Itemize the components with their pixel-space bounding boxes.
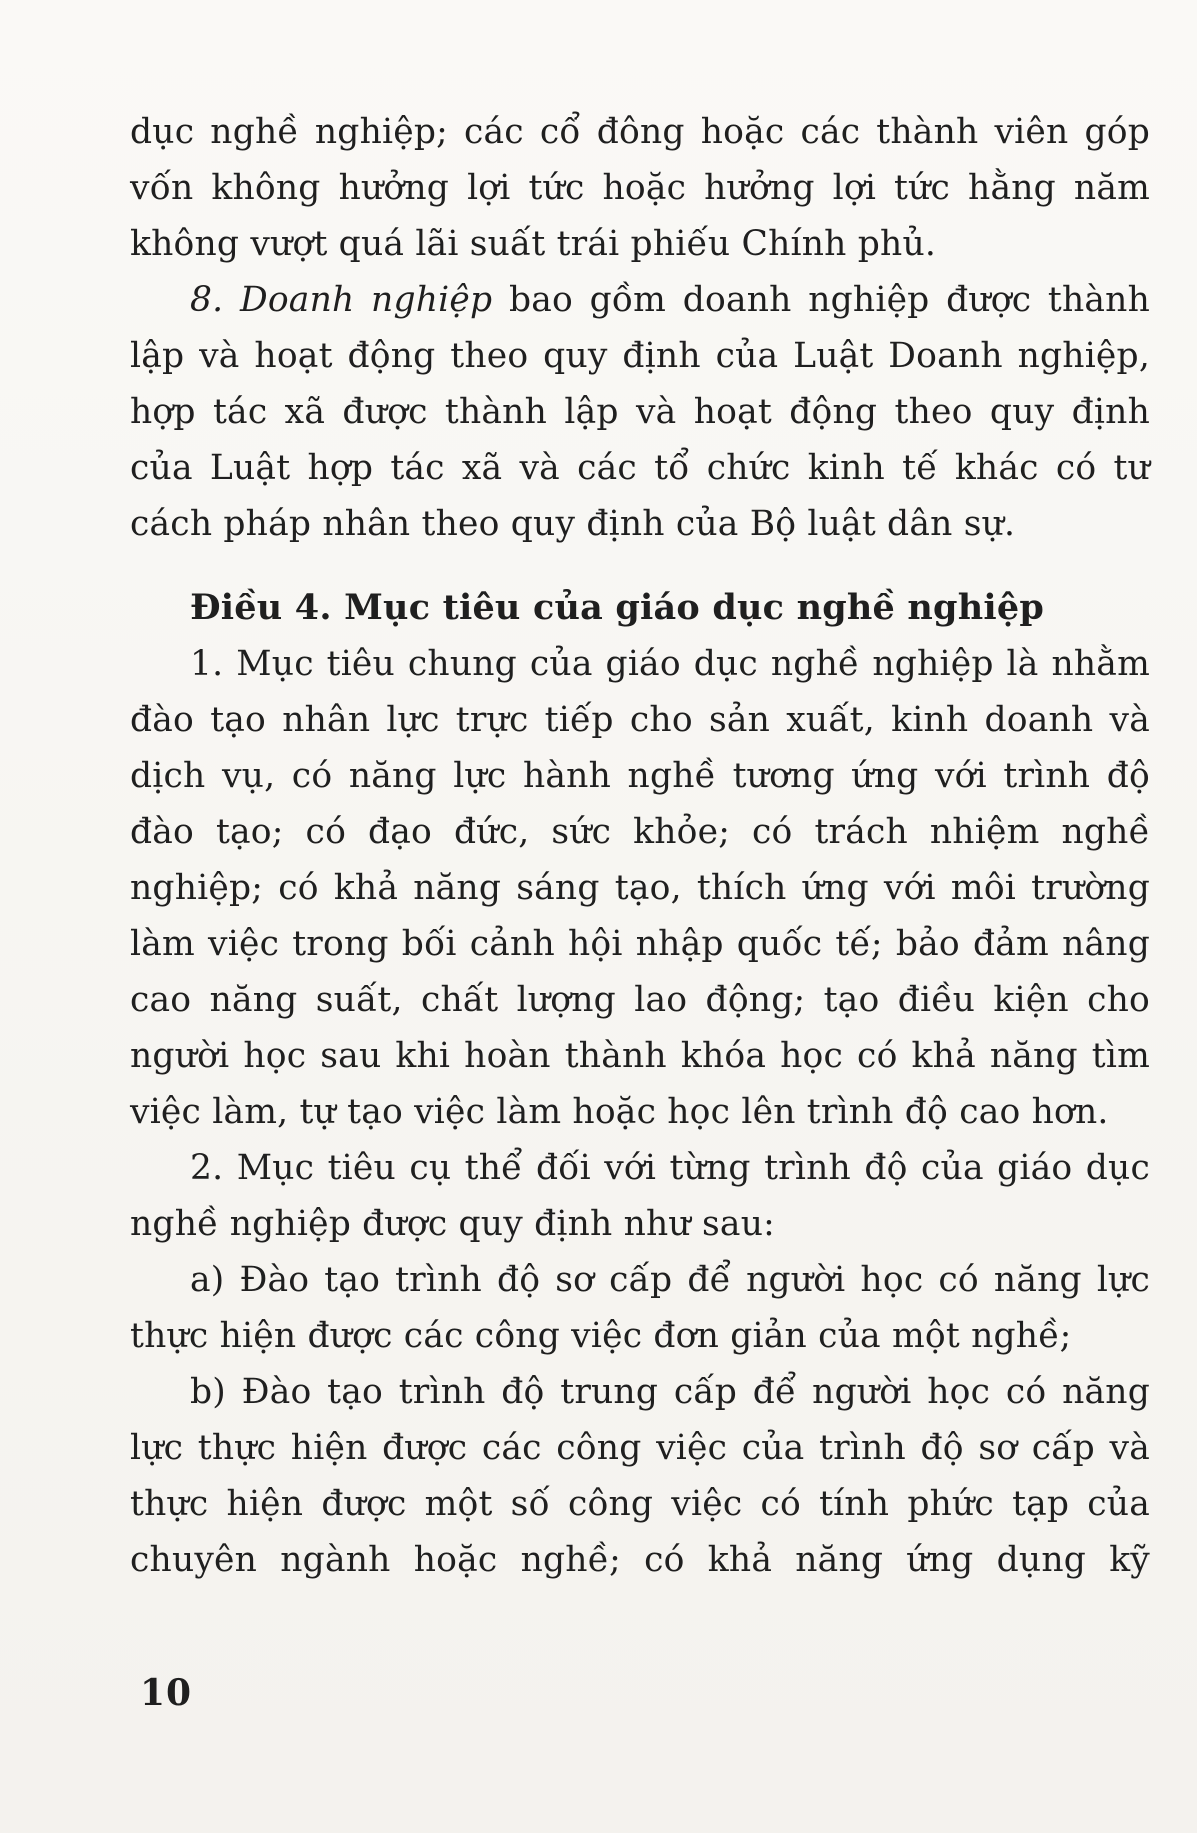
text-line: b) Đào tạo trình độ trung cấp để người học có năng [190, 1372, 1150, 1412]
page-number: 10 [140, 1672, 193, 1714]
text-line: cao năng suất, chất lượng lao động; tạo điều kiện cho [130, 980, 1150, 1020]
text-line: cách pháp nhân theo quy định của Bộ luật dân sự. [130, 504, 1016, 544]
article-4-point-b [130, 1364, 1150, 1588]
paragraph-7-tail [130, 104, 1150, 272]
text-line: làm việc trong bối cảnh hội nhập quốc tế; bảo đảm nâng [130, 924, 1150, 964]
text-line: lập và hoạt động theo quy định của Luật Doanh nghiệp, [130, 336, 1150, 376]
text-line: chuyên ngành hoặc nghề; có khả năng ứng dụng kỹ [130, 1540, 1150, 1580]
text-line: dịch vụ, có năng lực hành nghề tương ứng với trình độ [130, 756, 1150, 796]
clause-number: 8. [190, 280, 224, 320]
text-line: a) Đào tạo trình độ sơ cấp để người học có năng lực [190, 1260, 1150, 1300]
text-line: không vượt quá lãi suất trái phiếu Chính phủ. [130, 224, 937, 264]
text-line: hợp tác xã được thành lập và hoạt động theo quy định [130, 392, 1150, 432]
article-4-clause-2 [130, 1140, 1150, 1252]
text-line: đào tạo; có đạo đức, sức khỏe; có trách nhiệm nghề [130, 812, 1150, 852]
text-line: lực thực hiện được các công việc của trình độ sơ cấp và [130, 1428, 1150, 1468]
article-4-point-a [130, 1252, 1150, 1364]
defined-term: Doanh nghiệp [239, 280, 493, 320]
text-fragment: bao gồm doanh nghiệp được thành [508, 280, 1151, 320]
text-line: nghiệp; có khả năng sáng tạo, thích ứng với môi trường [130, 868, 1150, 908]
text-line: vốn không hưởng lợi tức hoặc hưởng lợi tức hằng năm [130, 168, 1150, 208]
text-line: 1. Mục tiêu chung của giáo dục nghề nghiệp là nhằm [190, 644, 1150, 684]
page-text [130, 104, 1150, 1588]
text-line: 2. Mục tiêu cụ thể đối với từng trình độ của giáo dục [190, 1148, 1150, 1188]
text-line: thực hiện được một số công việc có tính phức tạp của [130, 1484, 1150, 1524]
text-line: việc làm, tự tạo việc làm hoặc học lên trình độ cao hơn. [130, 1092, 1109, 1132]
text-line: nghề nghiệp được quy định như sau: [130, 1204, 775, 1244]
article-4-clause-1 [130, 636, 1150, 1140]
text-line: thực hiện được các công việc đơn giản của một nghề; [130, 1316, 1072, 1356]
text-line: đào tạo nhân lực trực tiếp cho sản xuất, kinh doanh và [130, 700, 1150, 740]
article-heading: Điều 4. Mục tiêu của giáo dục nghề nghiệp [190, 587, 1044, 628]
text-line: dục nghề nghiệp; các cổ đông hoặc các thành viên góp [130, 112, 1150, 152]
text-line: của Luật hợp tác xã và các tổ chức kinh tế khác có tư [130, 448, 1150, 488]
paragraph-8 [130, 272, 1150, 552]
text-line: người học sau khi hoàn thành khóa học có khả năng tìm [130, 1036, 1150, 1076]
text-line [130, 272, 1150, 328]
